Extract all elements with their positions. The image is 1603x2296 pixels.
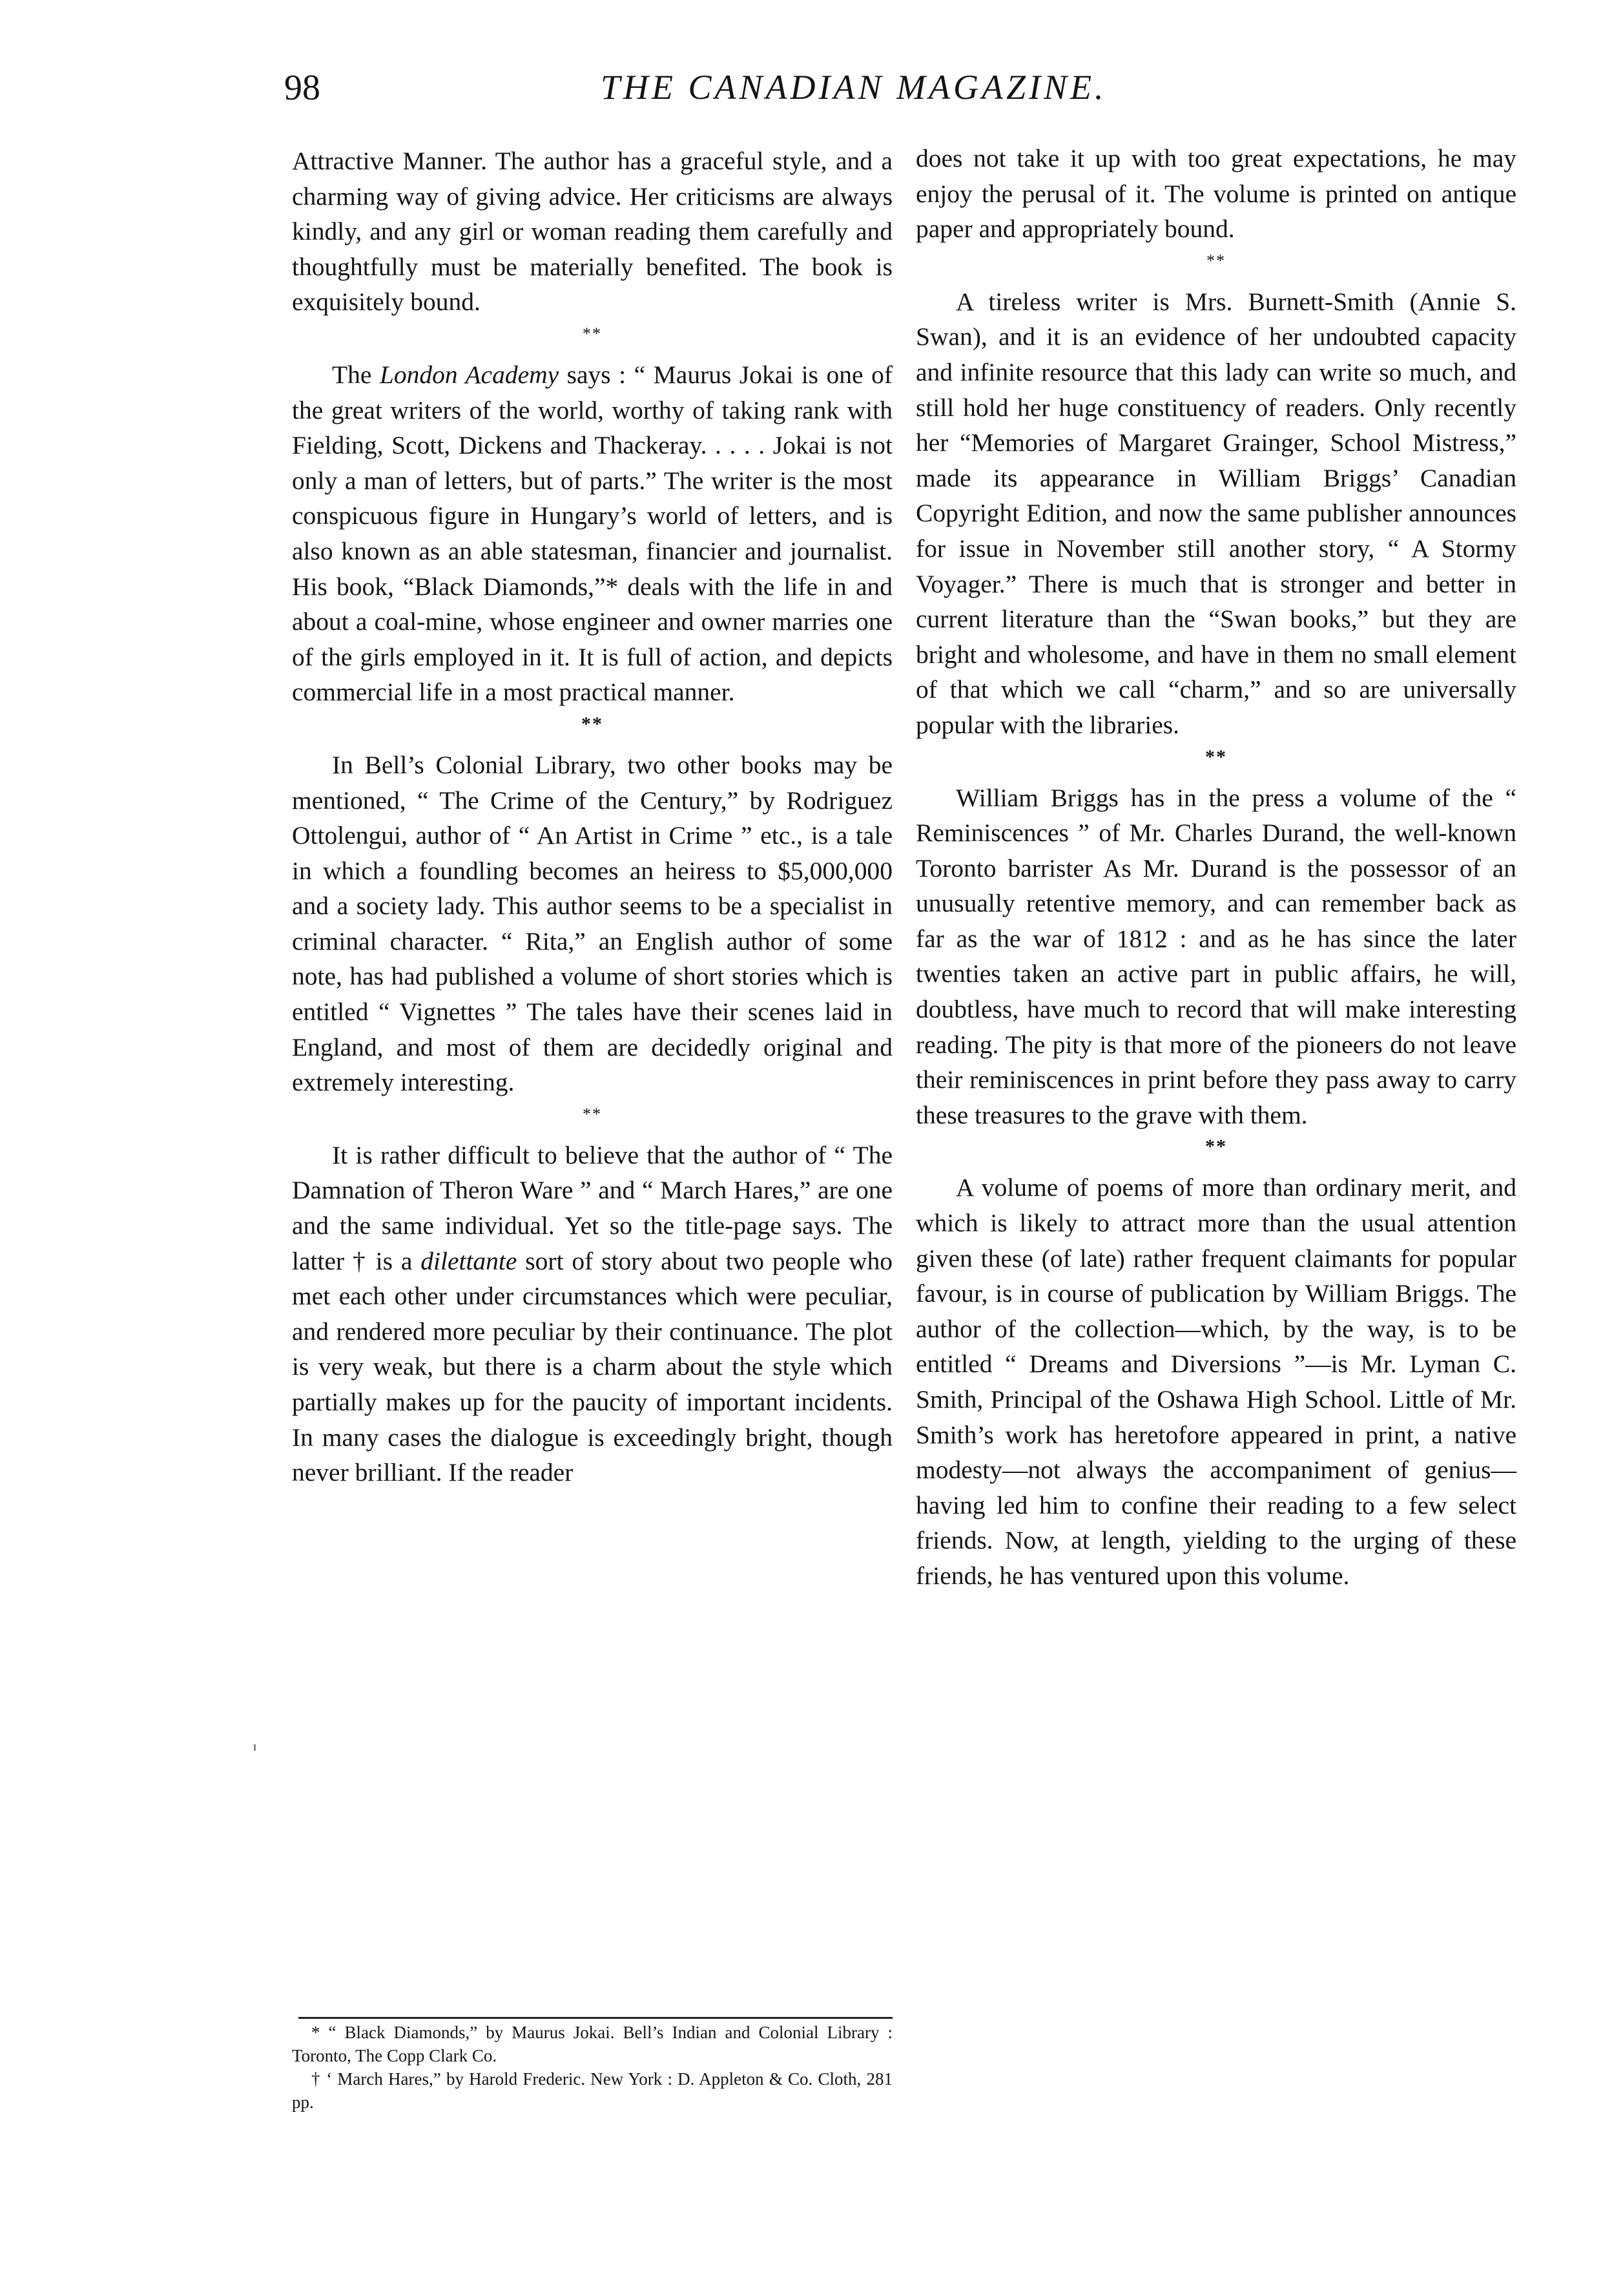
paragraph-attractive-manner: Attractive Manner. The author has a graceful style, and a charming way of giving advice. Her criticisms are always kindly, and any girl or woman reading them carefully and thoughtfully must be materially benefited. The book is exquisitely bound. bbox=[292, 147, 893, 317]
right-column bbox=[916, 141, 1516, 1594]
paragraph-jokai-body: says : “ Maurus Jokai is one of the great writers of the world, worthy of taking rank with Fielding, Scott, Dickens and Thackeray. . . . . Jokai is not only a man of letters, but of parts.” The writer is the most conspicuous figure in Hungary’s world of letters, and is also known as an able statesman, financier and journalist. His book, “Black Diamonds,”* deals with the life in and about a coal-mine, whose engineer and owner marries one of the girls employed in it. It is full of action, and depicts commercial life in a most practical manner. bbox=[292, 360, 893, 707]
paragraph-jokai bbox=[292, 357, 893, 710]
left-column bbox=[292, 143, 893, 1490]
margin-mark bbox=[254, 1744, 256, 1751]
paragraph-lyman-smith: A volume of poems of more than ordinary merit, and which is likely to attract more than the usual attention given these (of late) rather frequent claimants for popular favour, is in course of publication by William Briggs. The author of the collection—which, by the way, is to be entitled “ Dreams and Diversions ”—is Mr. Lyman C. Smith, Principal of the Oshawa High School. Little of Mr. Smith’s work has heretofore appeared in print, a native modesty—not always the accompaniment of genius—having led him to confine their reading to a few select friends. Now, at length, yielding to the urging of these friends, he has ventured upon this volume. bbox=[916, 1173, 1516, 1590]
footnote-march-hares: † ‘ March Hares,” by Harold Frederic. New York : D. Appleton & Co. Cloth, 281 pp. bbox=[292, 2069, 893, 2112]
section-separator: ** bbox=[1206, 251, 1226, 270]
section-separator: ** bbox=[581, 713, 603, 735]
footnote-black-diamonds: * “ Black Diamonds,” by Maurus Jokai. Bell’s Indian and Colonial Library : Toronto, The Copp Clark Co. bbox=[292, 2023, 893, 2065]
paragraph-theron-ware bbox=[292, 1138, 893, 1490]
running-title: THE CANADIAN MAGAZINE. bbox=[601, 68, 1107, 107]
paragraph-durand: William Briggs has in the press a volume of the “ Reminiscences ” of Mr. Charles Durand, the well-known Toronto barrister As Mr. Durand is the possessor of an unusually retentive memory, and can remember back as far as the war of 1812 : and as he has since the later twenties taken an active part in public affairs, he will, doubtless, have much to record that will make interesting reading. The pity is that more of the pioneers do not leave their reminiscences in print before they pass away to carry these treasures to the grave with them. bbox=[916, 783, 1516, 1129]
italic-term: dilettante bbox=[420, 1246, 517, 1275]
paragraph-bells-colonial: In Bell’s Colonial Library, two other books may be mentioned, “ The Crime of the Century,” by Rodriguez Ottolengui, author of “ An Artist in Crime ” etc., is a tale in which a foundling becomes an heiress to $5,000,000 and a society lady. This author seems to be a specialist in criminal character. “ Rita,” an English author of some note, has had published a volume of short stories which is entitled “ Vignettes ” The tales have their scenes laid in England, and most of them are decidedly original and extremely interesting. bbox=[292, 750, 893, 1097]
paragraph-jokai-lead: The bbox=[332, 360, 380, 389]
section-separator: ** bbox=[583, 1104, 602, 1123]
publication-title: London Academy bbox=[379, 360, 559, 389]
paragraph-burnett-smith: A tireless writer is Mrs. Burnett-Smith (Annie S. Swan), and it is an evidence of her undoubted capacity and infinite resource that this lady can write so much, and still hold her huge constituency of readers. Only recently her “Memories of Margaret Grainger, School Mistress,” made its appearance in William Briggs’ Canadian Copyright Edition, and now the same publisher announces for issue in November still another story, “ A Stormy Voyager.” There is much that is stronger and better in current literature than the “Swan books,” but they are bright and wholesome, and have in them no small element of that which we call “charm,” and so are universally popular with the libraries. bbox=[916, 287, 1516, 739]
page-number: 98 bbox=[284, 68, 320, 108]
paragraph-continued: does not take it up with too great expectations, he may enjoy the perusal of it. The volume is printed on antique paper and appropriately bound. bbox=[916, 144, 1516, 244]
paragraph-theron-ware-lead: It is rather difficult to believe that the author of “ The Damnation of Theron Ware ” and “ March Hares,” are one and the same individual. Yet so the title-page says. The latter † is a bbox=[292, 1140, 893, 1275]
paragraph-theron-ware-body: sort of story about two people who met each other under circumstances which were peculiar, and rendered more peculiar by their continuance. The plot is very weak, but there is a charm about the style which partially makes up for the paucity of important incidents. In many cases the dialogue is exceedingly bright, though never brilliant. If the reader bbox=[292, 1246, 893, 1487]
section-separator: ** bbox=[583, 324, 602, 343]
section-separator: ** bbox=[1205, 746, 1227, 767]
footnotes bbox=[292, 2021, 893, 2114]
section-separator: ** bbox=[1205, 1136, 1227, 1158]
footnote-rule bbox=[298, 2017, 893, 2019]
